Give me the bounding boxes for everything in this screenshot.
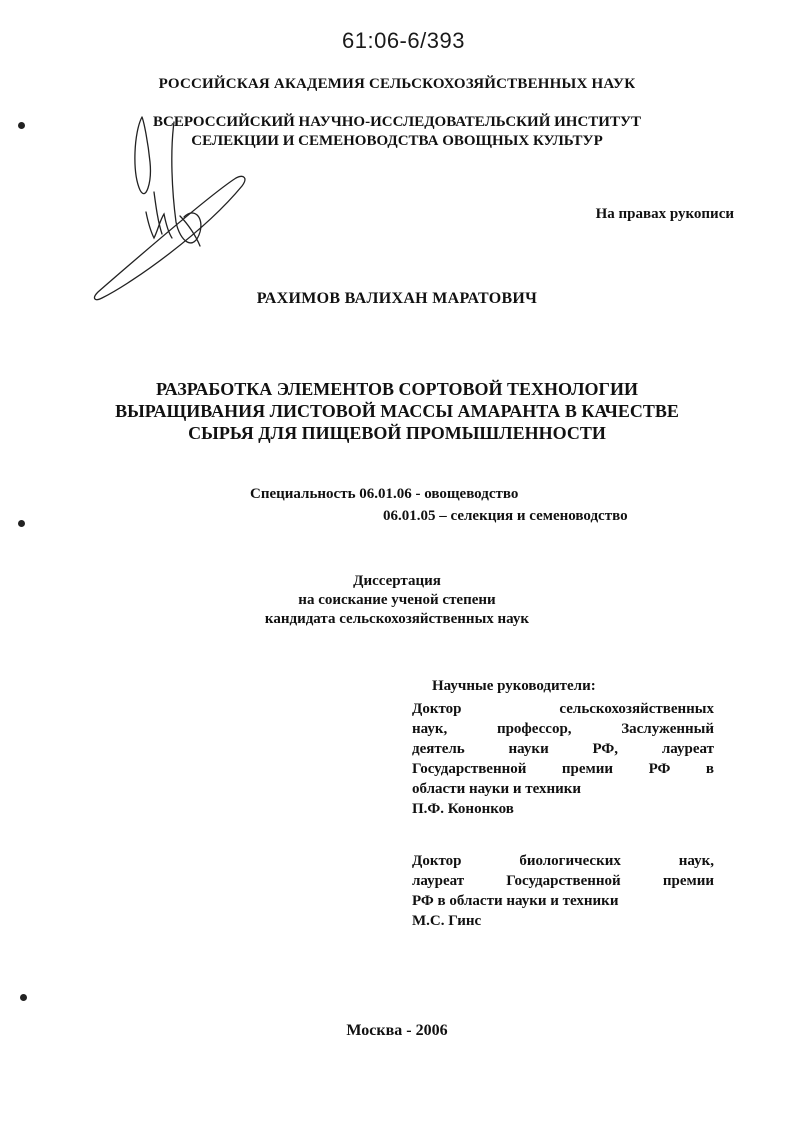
supervisor-1-line: Государственной премии РФ в	[412, 761, 714, 777]
library-shelfmark: 61:06-6/393	[342, 28, 465, 53]
title-line: ВЫРАЩИВАНИЯ ЛИСТОВОЙ МАССЫ АМАРАНТА В КАЧЕСТВЕ	[115, 401, 679, 421]
institute-name-line-2: СЕЛЕКЦИИ И СЕМЕНОВОДСТВА ОВОЩНЫХ КУЛЬТУР	[191, 133, 603, 149]
degree-line: Диссертация	[353, 573, 441, 589]
supervisor-2-line: РФ в области науки и техники	[412, 893, 619, 909]
supervisor-1-line: области науки и техники	[412, 781, 582, 797]
punch-hole-mark	[20, 994, 27, 1001]
supervisor-1-line: деятель науки РФ, лауреат	[412, 741, 714, 757]
specialty-line-2: 06.01.05 – селекция и семеноводство	[383, 508, 628, 524]
title-line: РАЗРАБОТКА ЭЛЕМЕНТОВ СОРТОВОЙ ТЕХНОЛОГИИ	[155, 379, 638, 399]
supervisor-1-line: наук, профессор, Заслуженный	[412, 721, 714, 737]
supervisor-2-line: лауреат Государственной премии	[412, 873, 714, 889]
title-line: СЫРЬЯ ДЛЯ ПИЩЕВОЙ ПРОМЫШЛЕННОСТИ	[188, 423, 606, 443]
supervisor-2-name: М.С. Гинс	[412, 913, 482, 929]
author-name: РАХИМОВ ВАЛИХАН МАРАТОВИЧ	[256, 290, 538, 307]
supervisor-1-line: Доктор сельскохозяйственных	[412, 701, 714, 717]
supervisor-1-name: П.Ф. Кононков	[412, 801, 514, 817]
academy-name: РОССИЙСКАЯ АКАДЕМИЯ СЕЛЬСКОХОЗЯЙСТВЕННЫХ НАУК	[158, 76, 636, 92]
supervisor-1-block	[412, 699, 714, 819]
degree-line: на соискание ученой степени	[298, 592, 496, 608]
institute-name-line-1: ВСЕРОССИЙСКИЙ НАУЧНО-ИССЛЕДОВАТЕЛЬСКИЙ ИНСТИТУТ	[153, 114, 641, 130]
degree-statement	[0, 572, 794, 629]
supervisor-2-line: Доктор биологических наук,	[412, 853, 714, 869]
specialty-line-1: Специальность 06.01.06 - овощеводство	[250, 486, 519, 502]
dissertation-title	[0, 378, 794, 444]
degree-line: кандидата сельскохозяйственных наук	[264, 611, 530, 627]
supervisor-2-block	[412, 851, 714, 931]
manuscript-rights-note: На правах рукописи	[595, 206, 734, 222]
punch-hole-mark	[18, 520, 25, 527]
city-and-year: Москва - 2006	[346, 1022, 448, 1039]
supervisors-heading: Научные руководители:	[432, 678, 596, 694]
